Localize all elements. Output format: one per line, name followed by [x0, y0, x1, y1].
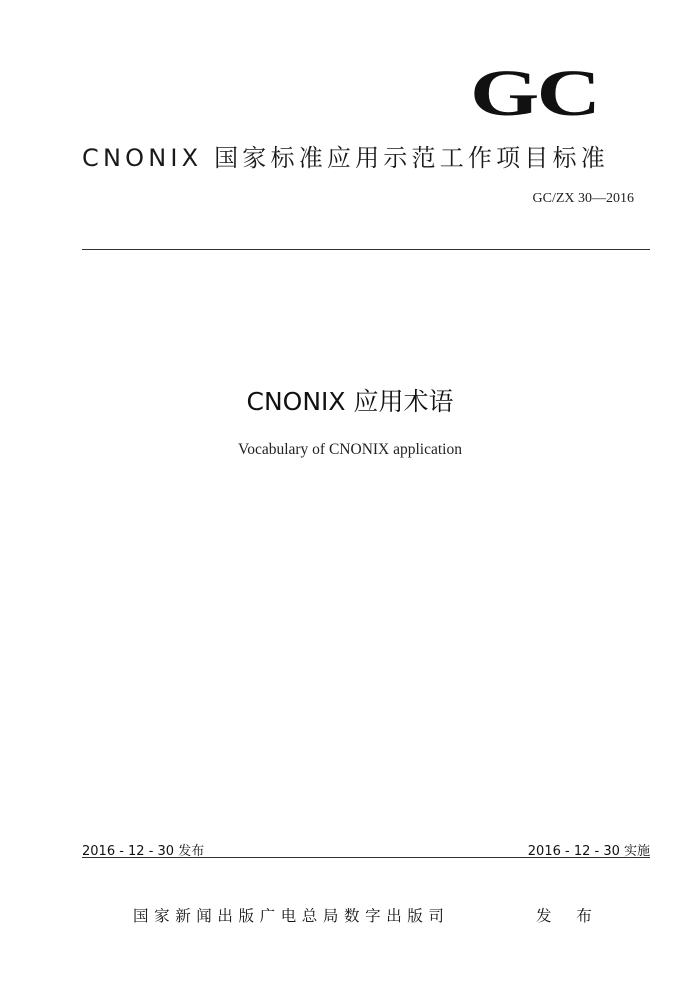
publish-date: 2016 - 12 - 30 发布	[82, 844, 205, 859]
document-subtitle: Vocabulary of CNONIX application	[238, 441, 462, 458]
standard-number: GC/ZX 30—2016	[532, 191, 634, 206]
top-divider	[82, 249, 650, 250]
publisher-name: 国家新闻出版广电总局数字出版司	[133, 907, 450, 925]
bottom-divider	[82, 857, 650, 858]
gc-logo: GC	[470, 57, 599, 130]
document-title: CNONIX 应用术语	[246, 387, 454, 416]
series-title: CNONIX 国家标准应用示范工作项目标准	[82, 144, 609, 172]
effective-date: 2016 - 12 - 30 实施	[527, 844, 650, 859]
publish-label: 发 布	[536, 907, 602, 925]
